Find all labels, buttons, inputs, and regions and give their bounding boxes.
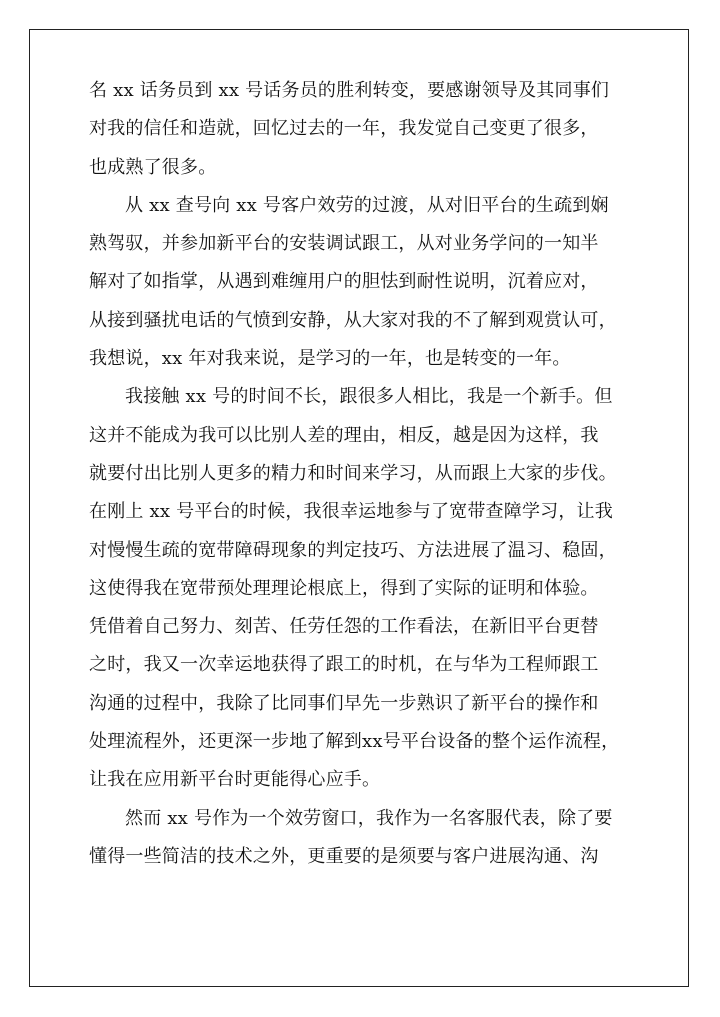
paragraph-start-line: 我接触 xx 号的时间不长，跟很多人相比，我是一个新手。但 [125,386,613,408]
text-line: 处理流程外，还更深一步地了解到xx号平台设备的整个运作流程， [89,731,620,753]
text-line: 名 xx 话务员到 xx 号话务员的胜利转变，要感谢领导及其同事们 [89,80,610,101]
text-line: 从接到骚扰电话的气愤到安静，从大家对我的不了解到观赏认可， [89,309,617,331]
text-line: 解对了如指掌，从遇到难缠用户的胆怯到耐性说明，沉着应对， [89,271,599,293]
text-line: 熟驾驭，并参加新平台的安装调试跟工，从对业务学问的一知半 [89,233,599,255]
paragraph-start-line: 从 xx 查号向 xx 号客户效劳的过渡，从对旧平台的生疏到娴 [125,194,609,216]
text-line: 懂得一些简洁的技术之外，更重要的是须要与客户进展沟通、沟 [89,845,599,867]
document-body [89,72,634,876]
text-line: 也成熟了很多。 [89,156,217,178]
text-line: 对慢慢生疏的宽带障碍现象的判定技巧、方法进展了温习、稳固， [89,539,617,561]
text-line: 之时，我又一次幸运地获得了跟工的时机，在与华为工程师跟工 [89,654,599,676]
text-line: 这使得我在宽带预处理理论根底上，得到了实际的证明和体验。 [89,577,599,599]
text-line: 在刚上 xx 号平台的时候，我很幸运地参与了宽带查障学习，让我 [89,501,613,523]
paragraph-start-line: 然而 xx 号作为一个效劳窗口，我作为一名客服代表，除了要 [125,807,613,829]
text-line: 就要付出比别人更多的精力和时间来学习，从而跟上大家的步伐。 [89,462,617,484]
text-line: 这并不能成为我可以比别人差的理由，相反，越是因为这样，我 [89,424,599,446]
text-line: 对我的信任和造就，回忆过去的一年，我发觉自己变更了很多， [89,118,599,140]
text-line: 沟通的过程中，我除了比同事们早先一步熟识了新平台的操作和 [89,692,599,714]
text-line: 凭借着自己努力、刻苦、任劳任怨的工作看法，在新旧平台更替 [89,616,599,638]
text-line: 让我在应用新平台时更能得心应手。 [89,769,381,791]
text-line: 我想说，xx 年对我来说，是学习的一年，也是转变的一年。 [89,348,571,370]
